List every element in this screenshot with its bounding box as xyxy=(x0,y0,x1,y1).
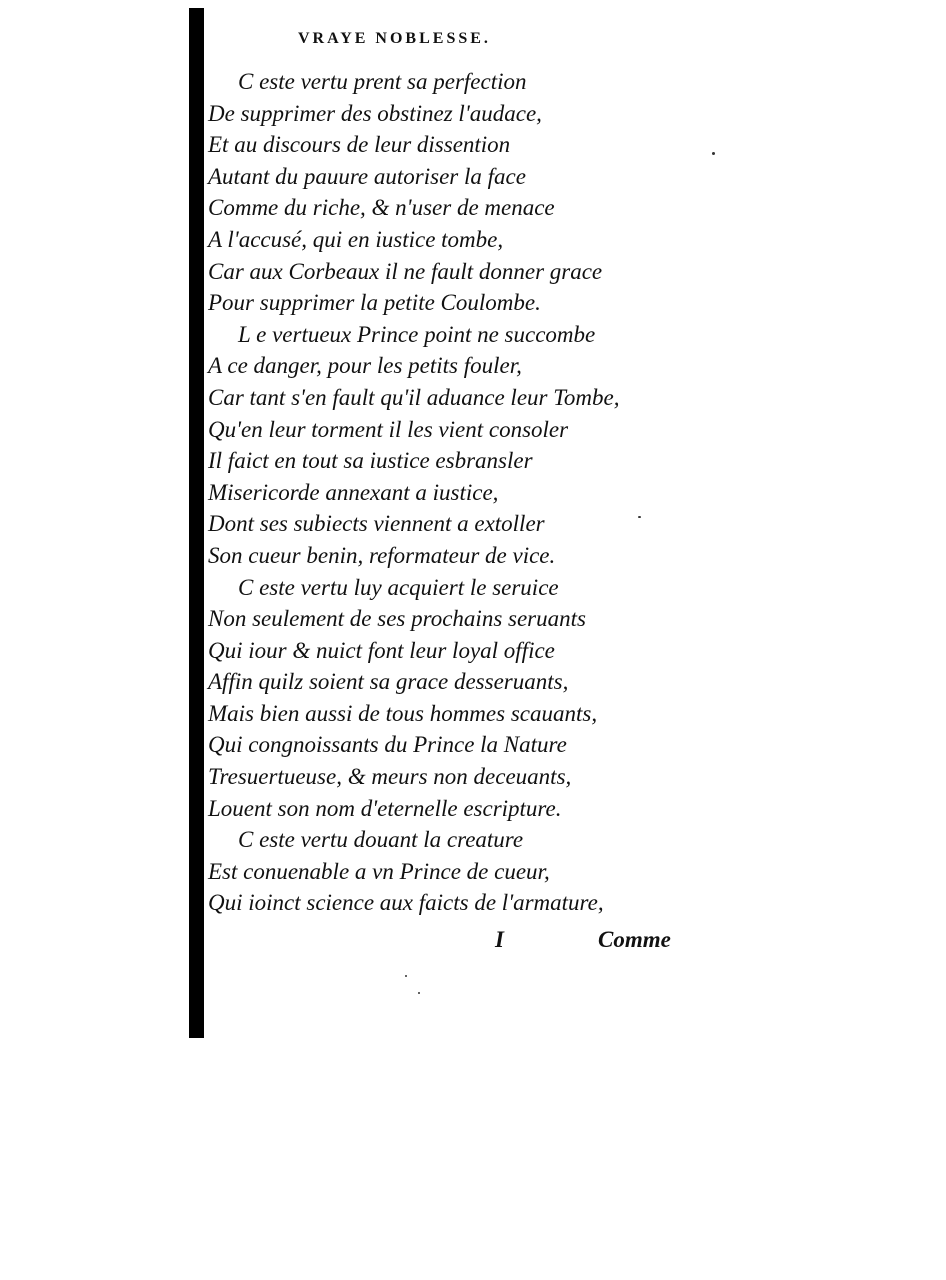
verse-line: Pour supprimer la petite Coulombe. xyxy=(208,290,541,316)
verse-line: Qu'en leur torment il les vient consoler xyxy=(208,416,569,442)
verse-line: Son cueur benin, reformateur de vice. xyxy=(208,542,556,568)
verse-line: Et au discours de leur dissention xyxy=(208,132,511,158)
verse-line: Est conuenable a vn Prince de cueur, xyxy=(208,858,550,884)
verse-line: C este vertu douant la creature xyxy=(238,827,524,853)
catchword: Comme xyxy=(598,927,671,952)
verse-line: Affin quilz soient sa grace desseruants, xyxy=(208,669,569,695)
verse-line: A l'accusé, qui en iustice tombe, xyxy=(208,226,504,252)
verse-line: Autant du pauure autoriser la face xyxy=(208,163,526,189)
verse-line: Qui congnoissants du Prince la Nature xyxy=(208,732,567,758)
verse-line: C este vertu prent sa perfection xyxy=(238,69,527,94)
verse-line: Il faict en tout sa iustice esbransler xyxy=(208,448,533,474)
verse-line: Louent son nom d'eternelle escripture. xyxy=(208,795,562,821)
binding-edge xyxy=(189,8,204,1038)
verse-line: Comme du riche, & n'user de menace xyxy=(208,195,555,221)
verse-line: De supprimer des obstinez l'audace, xyxy=(208,100,542,126)
verse-line: Car tant s'en fault qu'il aduance leur Tombe, xyxy=(208,384,620,410)
verse-line: Mais bien aussi de tous hommes scauants, xyxy=(208,700,598,726)
ink-speck xyxy=(405,975,407,977)
signature-mark: I xyxy=(495,927,504,952)
ink-speck xyxy=(638,516,641,518)
verse-line: Non seulement de ses prochains seruants xyxy=(208,606,586,632)
ink-speck xyxy=(712,152,715,155)
verse-line: Qui ioinct science aux faicts de l'armature, xyxy=(208,890,604,916)
verse-line: Car aux Corbeaux il ne fault donner grace xyxy=(208,258,603,284)
running-head: VRAYE NOBLESSE. xyxy=(298,30,491,47)
poem-text xyxy=(208,66,728,919)
verse-line: Qui iour & nuict font leur loyal office xyxy=(208,637,555,663)
ink-speck xyxy=(418,992,420,994)
verse-line: Dont ses subiects viennent a extoller xyxy=(208,511,545,537)
verse-line: Tresuertueuse, & meurs non deceuants, xyxy=(208,764,572,790)
verse-line: L e vertueux Prince point ne succombe xyxy=(238,321,596,347)
verse-line: A ce danger, pour les petits fouler, xyxy=(208,353,522,379)
verse-line: Misericorde annexant a iustice, xyxy=(208,479,499,505)
verse-line: C este vertu luy acquiert le seruice xyxy=(238,574,559,600)
